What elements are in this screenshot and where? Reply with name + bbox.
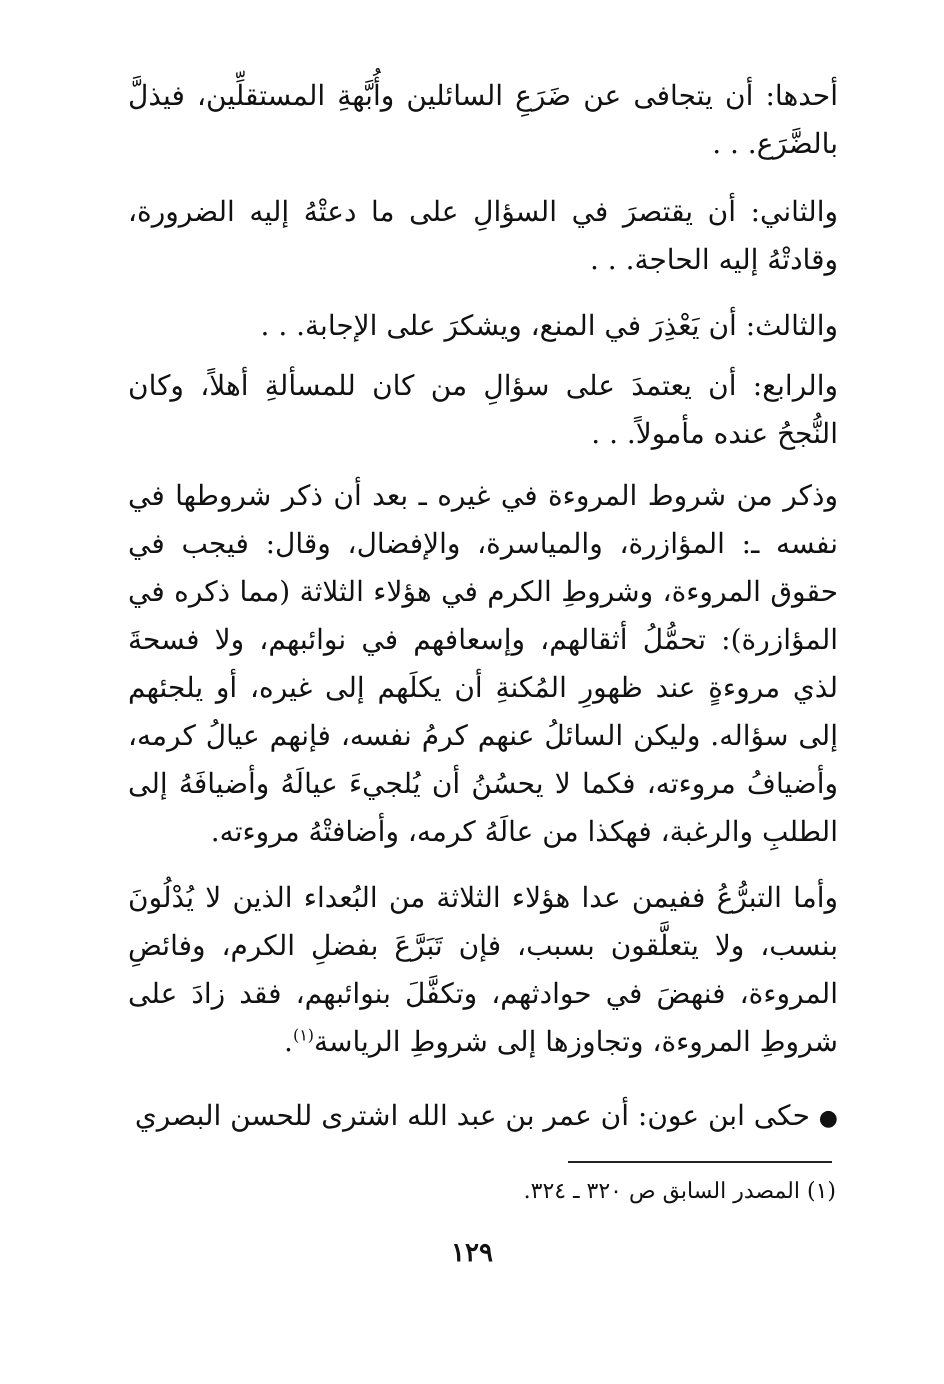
footnote-text: المصدر السابق ص ٣٢٠ ـ ٣٢٤. <box>523 1179 800 1204</box>
footnote-divider <box>568 1161 832 1163</box>
paragraph-first-condition <box>128 72 838 168</box>
paragraph-text: والرابع: أن يعتمدَ على سؤالِ من كان للمسألةِ أهلاً، وكان النُّجحُ عنده مأمولاً. . . <box>128 369 838 450</box>
paragraph-text: حكى ابن عون: أن عمر بن عبد الله اشترى للحسن البصري <box>134 1099 810 1132</box>
footnote-marker: (١) <box>806 1179 836 1204</box>
paragraph-anecdote <box>128 1092 838 1143</box>
footnote <box>440 1174 836 1210</box>
paragraph-text-wrapper <box>128 874 838 1066</box>
paragraph-text: والثاني: أن يقتصرَ في السؤالِ على ما دعتْهُ إليه الضرورة، وقادتْهُ إليه الحاجة. . . <box>128 195 838 276</box>
paragraph-text: والثالث: أن يَعْذِرَ في المنع، ويشكرَ على الإجابة. . . <box>260 309 838 342</box>
paragraph-fourth-condition <box>128 362 838 458</box>
paragraph-second-condition <box>128 188 838 284</box>
paragraph-text-wrapper <box>128 1092 838 1143</box>
paragraph-third-condition <box>128 302 838 350</box>
paragraph-muruah-conditions <box>128 472 838 856</box>
paragraph-text: وذكر من شروط المروءة في غيره ـ بعد أن ذكر شروطها في نفسه ـ: المؤازرة، والمياسرة، والإفضال، وقال: فيجب في حقوق المروءة، وشروطِ الكرم في هؤلاء الثلاثة (مما ذكره في المؤازرة): تحمُّلُ أثقالهم، وإسعافهم في نوائبهم، ولا فسحةَ لذي مروءةٍ عند ظهورِ المُكنةِ أن يكلَهم إلى غيره، أو يلجئهم إلى سؤاله. وليكن السائلُ عنهم كرمُ نفسه، فإنهم عيالُ كرمه، وأضيافُ مروءته، فكما لا يحسُنُ أن يُلجيءَ عيالَهُ وأضيافَهُ إلى الطلبِ والرغبة، فهكذا من عالَهُ كرمه، وأضافتْهُ مروءته. <box>128 479 839 848</box>
paragraph-volunteering <box>128 874 838 1066</box>
bullet-icon: ● <box>818 1106 838 1131</box>
sentence-end: . <box>284 1025 293 1058</box>
paragraph-text: أحدها: أن يتجافى عن ضَرَعِ السائلين وأُبَّهةِ المستقلِّين، فيذلَّ بالضَّرَع. . . <box>128 79 838 160</box>
page-number: ١٢٩ <box>451 1238 493 1268</box>
footnote-reference: (١) <box>292 1025 315 1045</box>
paragraph-text: وأما التبرُّعُ ففيمن عدا هؤلاء الثلاثة من البُعداء الذين لا يُدْلُونَ بنسب، ولا يتعلَّقون بسبب، فإن تَبَرَّعَ بفضلِ الكرم، وفائضِ المروءة، فنهضَ في حوادثهم، وتكفَّلَ بنوائبهم، فقد زادَ على شروطِ المروءة، وتجاوزها إلى شروطِ الرياسة <box>128 881 838 1058</box>
